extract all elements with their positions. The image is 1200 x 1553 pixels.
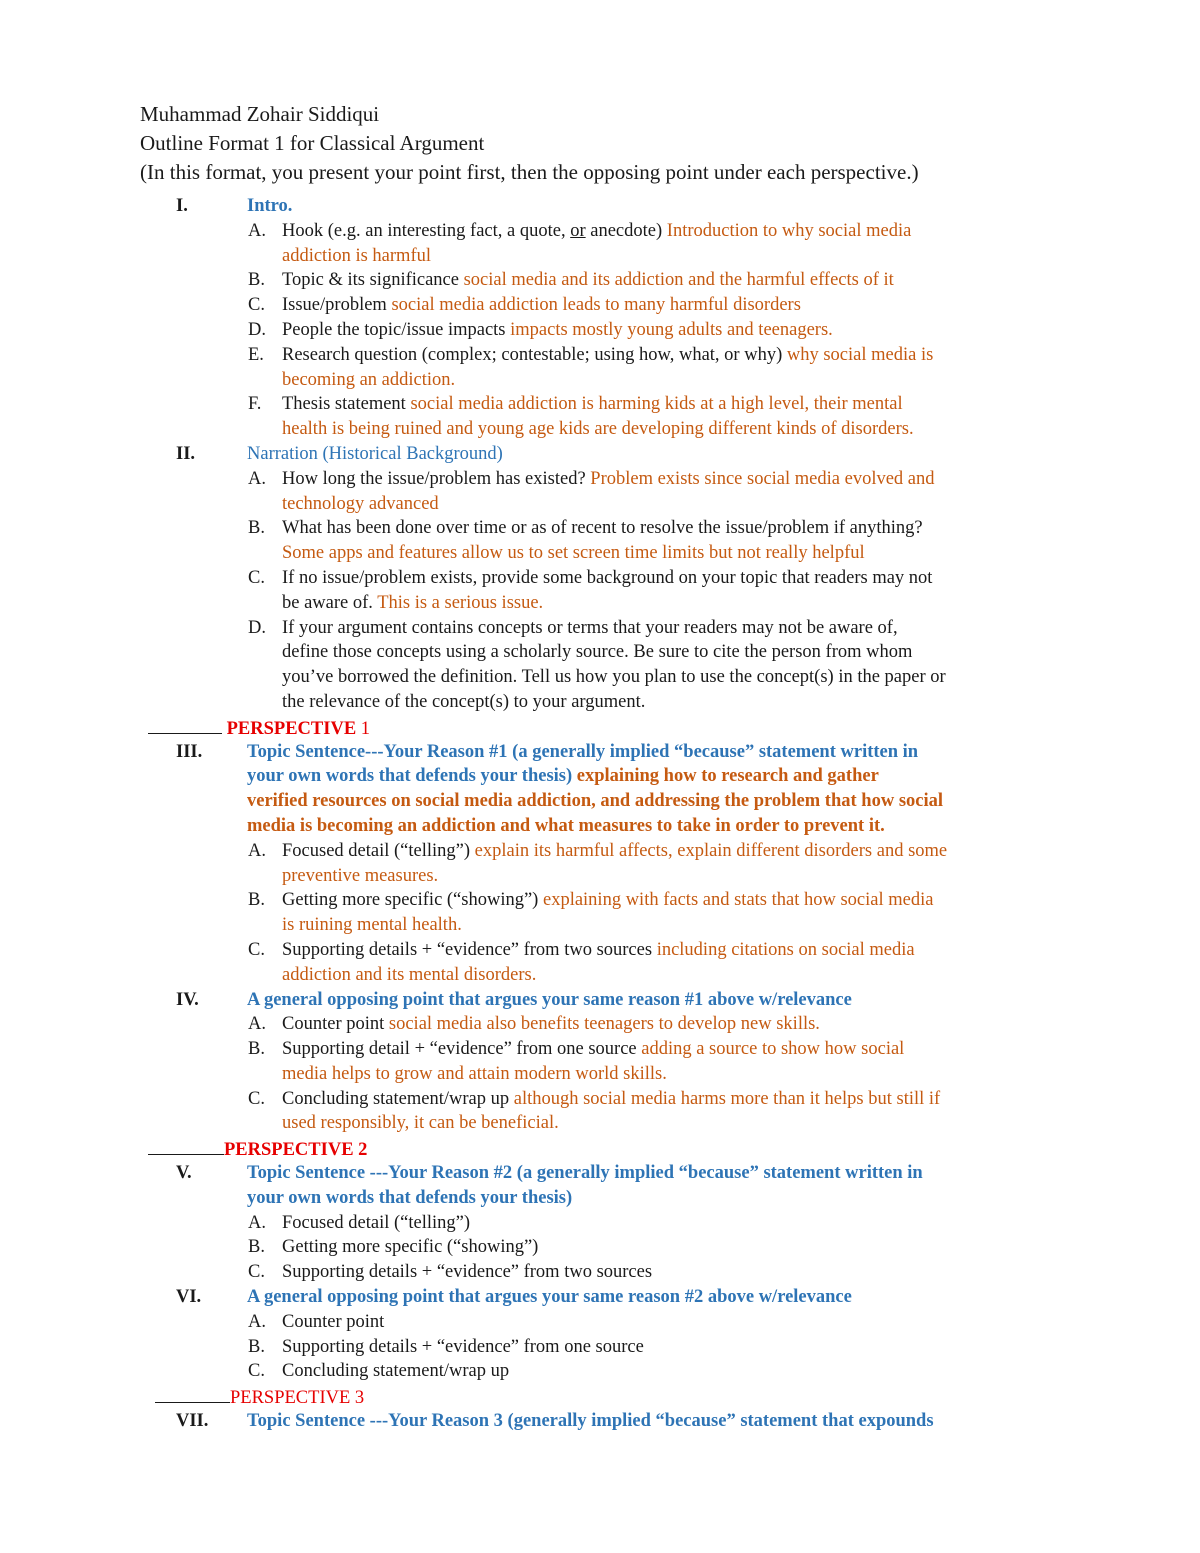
- item-answer: explaining with facts and stats that how social media: [542, 890, 934, 911]
- item-answer: addiction is harmful: [282, 245, 431, 266]
- section-heading: [140, 740, 1070, 765]
- outline-item: [140, 392, 1070, 417]
- item-prompt: Focused detail (“telling”): [282, 1212, 471, 1233]
- perspective-label: PERSPECTIVE 3: [230, 1388, 365, 1409]
- outline-item: [140, 616, 1070, 641]
- outline-item: [140, 839, 1070, 864]
- item-prompt: Supporting details + “evidence” from one source: [282, 1336, 644, 1357]
- perspective-heading: [140, 715, 1070, 740]
- item-prompt: Counter point: [282, 1014, 389, 1035]
- item-answer: impacts mostly young adults and teenagers.: [510, 319, 833, 340]
- perspective-heading: [140, 1384, 1070, 1409]
- section-title: your own words that defends your thesis): [247, 1187, 573, 1208]
- outline-item: [140, 1087, 1070, 1112]
- section-heading: [140, 1409, 1070, 1434]
- item-prompt: Research question (complex; contestable; using how, what, or why): [282, 344, 787, 365]
- item-answer: explain its harmful affects, explain different disorders and some: [474, 840, 948, 861]
- perspective-label: PERSPECTIVE 2: [224, 1140, 368, 1161]
- item-answer: is ruining mental health.: [282, 915, 462, 936]
- item-letter: C.: [248, 939, 265, 960]
- section-title: Intro.: [247, 196, 293, 216]
- section-number: VII.: [176, 1411, 209, 1432]
- item-prompt: you’ve borrowed the definition. Tell us how you plan to use the concept(s) in the paper or: [282, 667, 946, 688]
- item-letter: A.: [248, 1311, 266, 1332]
- item-answer: preventive measures.: [282, 865, 439, 886]
- outline-item: [140, 1211, 1070, 1236]
- section-title: Topic Sentence: [247, 1411, 366, 1432]
- item-answer: health is being ruined and young age kids are developing different kinds of disorders.: [282, 419, 914, 440]
- section-heading: [140, 194, 1070, 219]
- item-answer: addiction and its mental disorders.: [282, 964, 537, 985]
- item-letter: A.: [248, 220, 266, 241]
- item-answer: adding a source to show how social: [641, 1039, 905, 1060]
- item-prompt: People the topic/issue impacts: [282, 319, 511, 340]
- section-number: II.: [176, 443, 196, 464]
- item-prompt: the relevance of the concept(s) to your argument.: [282, 691, 646, 712]
- outline-item: [140, 1335, 1070, 1360]
- fill-in-blank: [148, 715, 222, 734]
- document-title: Outline Format 1 for Classical Argument: [140, 131, 485, 155]
- item-prompt: Hook (e.g. an interesting fact, a quote,: [282, 220, 571, 241]
- section-answer: media is becoming an addiction and what measures to take in order to prevent it.: [247, 815, 885, 836]
- item-prompt: Getting more specific (“showing”): [282, 890, 543, 911]
- item-prompt: define those concepts using a scholarly source. Be sure to cite the person from whom: [282, 642, 913, 663]
- outline-item: [140, 467, 1070, 492]
- item-letter: C.: [248, 1361, 265, 1382]
- outline-item: [140, 1310, 1070, 1335]
- item-answer: social media also benefits teenagers to develop new skills.: [388, 1014, 820, 1035]
- section-title: Topic Sentence: [247, 741, 366, 762]
- item-letter: B.: [248, 890, 265, 911]
- outline-item: [140, 1359, 1070, 1384]
- item-answer: Problem exists since social media evolved and: [590, 468, 935, 489]
- item-letter: A.: [248, 1014, 266, 1035]
- outline-item: [140, 1260, 1070, 1285]
- perspective-label: PERSPECTIVE: [226, 718, 361, 739]
- fill-in-blank: [148, 1136, 224, 1155]
- outline-item: [140, 566, 1070, 591]
- item-answer: media helps to grow and attain modern world skills.: [282, 1063, 667, 1084]
- item-letter: D.: [248, 319, 266, 340]
- item-letter: C.: [248, 567, 265, 588]
- format-note: (In this format, you present your point first, then the opposing point under each perspective.): [140, 160, 919, 184]
- section-number: I.: [176, 196, 188, 216]
- section-number: VI.: [176, 1287, 202, 1308]
- section-title: Narration (Historical Background): [247, 443, 503, 464]
- section-title: Topic Sentence: [247, 1163, 366, 1184]
- item-letter: A.: [248, 840, 266, 861]
- item-prompt: Focused detail (“telling”): [282, 840, 475, 861]
- item-answer: why social media is: [786, 344, 934, 365]
- outline-item: [140, 268, 1070, 293]
- document-header: [140, 100, 919, 187]
- item-prompt: If no issue/problem exists, provide some background on your topic that readers may not: [282, 567, 933, 588]
- item-answer: technology advanced: [282, 493, 439, 514]
- item-letter: A.: [248, 468, 266, 489]
- item-letter: B.: [248, 1039, 265, 1060]
- item-letter: F.: [248, 394, 262, 415]
- item-prompt: If your argument contains concepts or terms that your readers may not be aware of,: [282, 617, 898, 638]
- fill-in-blank: [155, 1384, 230, 1403]
- item-answer: becoming an addiction.: [282, 369, 456, 390]
- item-letter: C.: [248, 1262, 265, 1283]
- outline-item: [140, 938, 1070, 963]
- outline-item: [140, 1037, 1070, 1062]
- item-prompt: Issue/problem: [282, 295, 392, 316]
- item-prompt: Concluding statement/wrap up: [282, 1361, 510, 1382]
- item-prompt: Supporting details + “evidence” from two sources: [282, 1262, 653, 1283]
- item-prompt: Concluding statement/wrap up: [282, 1088, 514, 1109]
- section-answer: verified resources on social media addiction, and addressing the problem that how social: [247, 791, 944, 812]
- outline-item: [140, 343, 1070, 368]
- item-prompt: How long the issue/problem has existed?: [282, 468, 591, 489]
- section-number: III.: [176, 741, 203, 762]
- item-prompt: Counter point: [282, 1311, 385, 1332]
- item-answer: although social media harms more than it helps but still if: [513, 1088, 941, 1109]
- author-name: Muhammad Zohair Siddiqui: [140, 102, 380, 126]
- item-answer: including citations on social media: [656, 939, 915, 960]
- item-answer: social media addiction leads to many harmful disorders: [391, 295, 801, 316]
- item-answer: Introduction to why social media: [666, 220, 912, 241]
- item-prompt: Supporting details + “evidence” from two sources: [282, 939, 657, 960]
- section-heading: [140, 1285, 1070, 1310]
- item-prompt: or: [570, 220, 586, 241]
- section-number: V.: [176, 1163, 192, 1184]
- section-heading: [140, 1161, 1070, 1186]
- item-letter: B.: [248, 518, 265, 539]
- perspective-heading: [140, 1136, 1070, 1161]
- section-title: A general opposing point that argues your same reason #1 above w/relevance: [247, 989, 852, 1010]
- item-letter: B.: [248, 1336, 265, 1357]
- item-letter: D.: [248, 617, 266, 638]
- item-letter: A.: [248, 1212, 266, 1233]
- section-number: IV.: [176, 989, 199, 1010]
- outline-item: [140, 293, 1070, 318]
- outline-item: [140, 1012, 1070, 1037]
- section-title: ---Your Reason #1 (a generally implied “because” statement written in: [365, 741, 919, 762]
- outline-item: [140, 888, 1070, 913]
- outline: [140, 194, 1070, 1434]
- item-answer: used responsibly, it can be beneficial.: [282, 1113, 559, 1134]
- item-answer: social media and its addiction and the harmful effects of it: [463, 270, 894, 291]
- section-title: ---Your Reason #2 (a generally implied “because” statement written in: [365, 1163, 923, 1184]
- perspective-number: 1: [360, 718, 371, 739]
- item-prompt: What has been done over time or as of recent to resolve the issue/problem if anything?: [282, 518, 923, 539]
- outline-item: [140, 318, 1070, 343]
- item-answer: This is a serious issue.: [377, 592, 544, 613]
- item-answer: social media addiction is harming kids at a high level, their mental: [410, 394, 903, 415]
- item-letter: B.: [248, 1237, 265, 1258]
- item-letter: B.: [248, 270, 265, 291]
- section-heading: [140, 988, 1070, 1013]
- section-title: your own words that defends your thesis): [247, 766, 577, 787]
- outline-item: [140, 516, 1070, 541]
- item-prompt: Getting more specific (“showing”): [282, 1237, 539, 1258]
- item-letter: E.: [248, 344, 264, 365]
- section-title: ---Your Reason 3 (generally implied “because” statement that expounds: [365, 1411, 934, 1432]
- item-prompt: anecdote): [585, 220, 667, 241]
- section-title: A general opposing point that argues your same reason #2 above w/relevance: [247, 1287, 852, 1308]
- item-prompt: Thesis statement: [282, 394, 411, 415]
- item-answer: Some apps and features allow us to set screen time limits but not really helpful: [282, 543, 865, 564]
- item-prompt: Supporting detail + “evidence” from one source: [282, 1039, 642, 1060]
- item-letter: C.: [248, 1088, 265, 1109]
- item-letter: C.: [248, 295, 265, 316]
- item-prompt: Topic & its significance: [282, 270, 464, 291]
- item-prompt: be aware of.: [282, 592, 378, 613]
- outline-item: [140, 219, 1070, 244]
- outline-item: [140, 1235, 1070, 1260]
- section-answer: explaining how to research and gather: [576, 766, 879, 787]
- section-heading: [140, 442, 1070, 467]
